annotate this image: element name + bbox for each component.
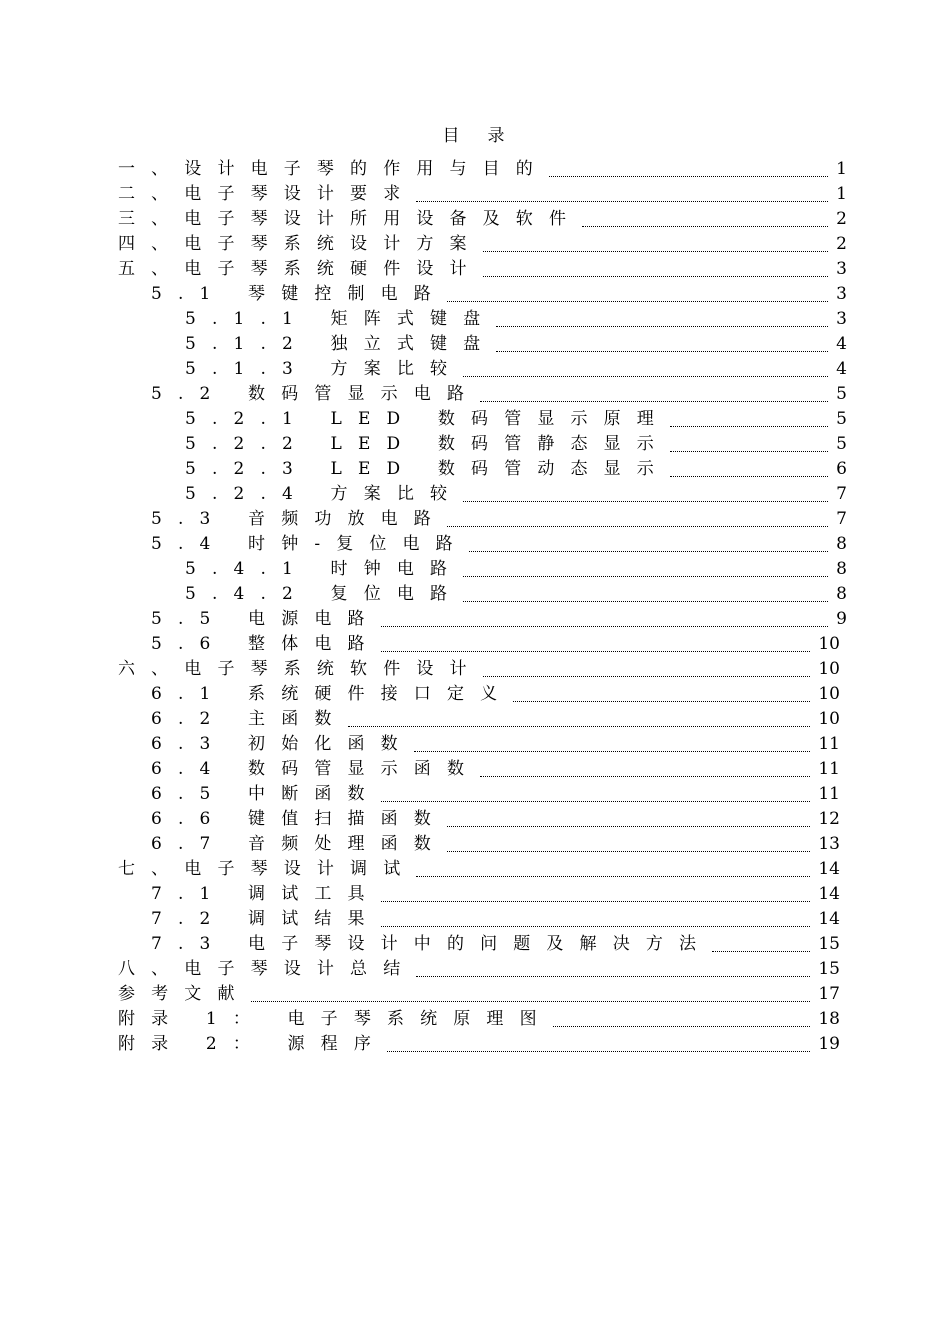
- toc-entry[interactable]: [151, 632, 840, 657]
- toc-dot-leader: [553, 1026, 811, 1027]
- toc-entry-title: 六、电子琴系统软件设计: [118, 659, 483, 679]
- toc-entry-title: 四、电子琴系统设计方案: [118, 234, 483, 254]
- toc-entry[interactable]: [118, 1007, 840, 1032]
- toc-entry-title: 6.4 数码管显示函数: [151, 759, 481, 779]
- toc-entry[interactable]: [151, 782, 840, 807]
- toc-entry-title: 6.5 中断函数: [151, 784, 381, 804]
- toc-page-number: 3: [836, 309, 847, 329]
- toc-entry-title: 5.2.4 方案比较: [185, 484, 464, 504]
- toc-dot-leader: [416, 201, 828, 202]
- toc-entry[interactable]: [118, 657, 840, 682]
- toc-dot-leader: [387, 1051, 810, 1052]
- toc-entry[interactable]: [185, 582, 847, 607]
- toc-entry-title: 5.1 琴键控制电路: [151, 284, 447, 304]
- toc-dot-leader: [483, 676, 811, 677]
- toc-entry-title: 5.2.1 LED 数码管显示原理: [185, 409, 670, 429]
- toc-entry[interactable]: [185, 557, 847, 582]
- toc-entry[interactable]: [151, 282, 847, 307]
- toc-entry[interactable]: [151, 507, 847, 532]
- toc-dot-leader: [381, 801, 811, 802]
- toc-page-number: 4: [836, 359, 847, 379]
- toc-entry-title: 八、电子琴设计总结: [118, 959, 417, 979]
- toc-entry-title: 6.2 主函数: [151, 709, 348, 729]
- toc-page-number: 12: [818, 809, 840, 829]
- toc-dot-leader: [496, 351, 828, 352]
- toc-entry-title: 一、设计电子琴的作用与目的: [118, 159, 549, 179]
- toc-entry-title: 5.1.2 独立式键盘: [185, 334, 497, 354]
- toc-page-number: 10: [818, 709, 840, 729]
- toc-dot-leader: [447, 826, 810, 827]
- toc-page-number: 2: [836, 209, 847, 229]
- toc-page-number: 10: [818, 684, 840, 704]
- toc-entry-title: 二、电子琴设计要求: [118, 184, 417, 204]
- toc-entry-title: 7.1 调试工具: [151, 884, 381, 904]
- toc-dot-leader: [251, 1001, 811, 1002]
- toc-entry[interactable]: [151, 807, 840, 832]
- toc-entry-title: 5.4 时钟-复位电路: [151, 534, 469, 554]
- toc-entry[interactable]: [151, 882, 840, 907]
- toc-page-number: 8: [836, 559, 847, 579]
- toc-dot-leader: [670, 476, 828, 477]
- toc-dot-leader: [414, 751, 811, 752]
- toc-dot-leader: [381, 651, 811, 652]
- toc-page-number: 10: [818, 659, 840, 679]
- toc-entry-title: 6.3 初始化函数: [151, 734, 414, 754]
- toc-dot-leader: [447, 851, 810, 852]
- toc-entry[interactable]: [185, 482, 847, 507]
- toc-page-number: 15: [818, 934, 840, 954]
- toc-page-number: 14: [818, 884, 840, 904]
- toc-entry-title: 5.2.3 LED 数码管动态显示: [185, 459, 670, 479]
- toc-entry[interactable]: [151, 932, 840, 957]
- toc-page-number: 5: [836, 409, 847, 429]
- toc-entry[interactable]: [151, 732, 840, 757]
- toc-entry-title: 6.6 键值扫描函数: [151, 809, 447, 829]
- toc-page-number: 6: [836, 459, 847, 479]
- toc-entry-title: 6.1 系统硬件接口定义: [151, 684, 514, 704]
- toc-page-number: 5: [836, 384, 847, 404]
- toc-entry[interactable]: [151, 832, 840, 857]
- toc-title: 目录: [442, 126, 533, 146]
- toc-page-number: 15: [818, 959, 840, 979]
- toc-entry-title: 5.1.3 方案比较: [185, 359, 464, 379]
- toc-page-number: 9: [836, 609, 847, 629]
- toc-page-number: 11: [818, 734, 840, 754]
- toc-entry-title: 参考文献: [118, 984, 251, 1004]
- toc-entry[interactable]: [185, 357, 847, 382]
- toc-dot-leader: [348, 726, 811, 727]
- toc-entry[interactable]: [151, 757, 840, 782]
- toc-dot-leader: [469, 551, 828, 552]
- toc-entry[interactable]: [185, 307, 847, 332]
- toc-page-number: 1: [836, 184, 847, 204]
- toc-entry-title: 5.2.2 LED 数码管静态显示: [185, 434, 670, 454]
- toc-entry-title: 6.7 音频处理函数: [151, 834, 447, 854]
- toc-dot-leader: [549, 176, 828, 177]
- toc-entry-title: 附录 2： 源程序: [118, 1034, 387, 1054]
- toc-entry[interactable]: [185, 407, 847, 432]
- toc-page-number: 5: [836, 434, 847, 454]
- toc-entry[interactable]: [151, 682, 840, 707]
- toc-entry[interactable]: [185, 332, 847, 357]
- toc-dot-leader: [483, 251, 829, 252]
- toc-entry-title: 5.6 整体电路: [151, 634, 381, 654]
- toc-entry[interactable]: [151, 532, 847, 557]
- toc-dot-leader: [463, 376, 828, 377]
- toc-entry-title: 附录 1： 电子琴系统原理图: [118, 1009, 553, 1029]
- toc-dot-leader: [712, 951, 810, 952]
- toc-entry[interactable]: [185, 432, 847, 457]
- toc-page-number: 14: [818, 859, 840, 879]
- toc-entry[interactable]: [118, 857, 840, 882]
- toc-entry-title: 7.2 调试结果: [151, 909, 381, 929]
- toc-page-number: 11: [818, 759, 840, 779]
- toc-dot-leader: [496, 326, 828, 327]
- toc-dot-leader: [463, 576, 828, 577]
- toc-entry-title: 三、电子琴设计所用设备及软件: [118, 209, 583, 229]
- toc-entry[interactable]: [118, 257, 847, 282]
- toc-dot-leader: [381, 926, 811, 927]
- toc-entry-title: 七、电子琴设计调试: [118, 859, 417, 879]
- toc-page-number: 3: [836, 284, 847, 304]
- toc-dot-leader: [416, 976, 810, 977]
- toc-entry[interactable]: [118, 957, 840, 982]
- toc-page-number: 4: [836, 334, 847, 354]
- toc-dot-leader: [381, 626, 829, 627]
- toc-dot-leader: [463, 601, 828, 602]
- toc-entry-title: 5.2 数码管显示电路: [151, 384, 481, 404]
- toc-entry[interactable]: [118, 182, 847, 207]
- toc-entry[interactable]: [118, 157, 847, 182]
- toc-page-number: 7: [836, 509, 847, 529]
- toc-page-number: 13: [818, 834, 840, 854]
- toc-page-number: 8: [836, 534, 847, 554]
- toc-page-number: 17: [818, 984, 840, 1004]
- toc-entry[interactable]: [151, 607, 847, 632]
- toc-entry[interactable]: [151, 907, 840, 932]
- toc-page-number: 10: [818, 634, 840, 654]
- toc-entry-title: 5.5 电源电路: [151, 609, 381, 629]
- toc-dot-leader: [483, 276, 829, 277]
- toc-dot-leader: [381, 901, 811, 902]
- toc-entry[interactable]: [118, 982, 840, 1007]
- toc-entry-title: 5.1.1 矩阵式键盘: [185, 309, 497, 329]
- toc-page-number: 14: [818, 909, 840, 929]
- toc-page-number: 1: [836, 159, 847, 179]
- toc-entry[interactable]: [118, 207, 847, 232]
- toc-page-number: 8: [836, 584, 847, 604]
- toc-dot-leader: [670, 451, 828, 452]
- toc-dot-leader: [513, 701, 810, 702]
- toc-entry-title: 5.4.1 时钟电路: [185, 559, 464, 579]
- toc-dot-leader: [480, 401, 828, 402]
- toc-entry-title: 5.4.2 复位电路: [185, 584, 464, 604]
- toc-dot-leader: [670, 426, 828, 427]
- toc-page-number: 7: [836, 484, 847, 504]
- toc-page-number: 18: [818, 1009, 840, 1029]
- toc-page-number: 11: [818, 784, 840, 804]
- toc-page-number: 19: [818, 1034, 840, 1054]
- toc-dot-leader: [582, 226, 828, 227]
- toc-entry[interactable]: [118, 232, 847, 257]
- toc-entry[interactable]: [151, 382, 847, 407]
- toc-page-number: 3: [836, 259, 847, 279]
- toc-dot-leader: [480, 776, 810, 777]
- toc-dot-leader: [447, 526, 828, 527]
- toc-entry[interactable]: [151, 707, 840, 732]
- toc-page-number: 2: [836, 234, 847, 254]
- toc-dot-leader: [416, 876, 810, 877]
- toc-dot-leader: [447, 301, 828, 302]
- toc-entry[interactable]: [118, 1032, 840, 1057]
- toc-entry[interactable]: [185, 457, 847, 482]
- toc-entry-title: 7.3 电子琴设计中的问题及解决方法: [151, 934, 713, 954]
- toc-entry-title: 五、电子琴系统硬件设计: [118, 259, 483, 279]
- toc-entry-title: 5.3 音频功放电路: [151, 509, 447, 529]
- toc-dot-leader: [463, 501, 828, 502]
